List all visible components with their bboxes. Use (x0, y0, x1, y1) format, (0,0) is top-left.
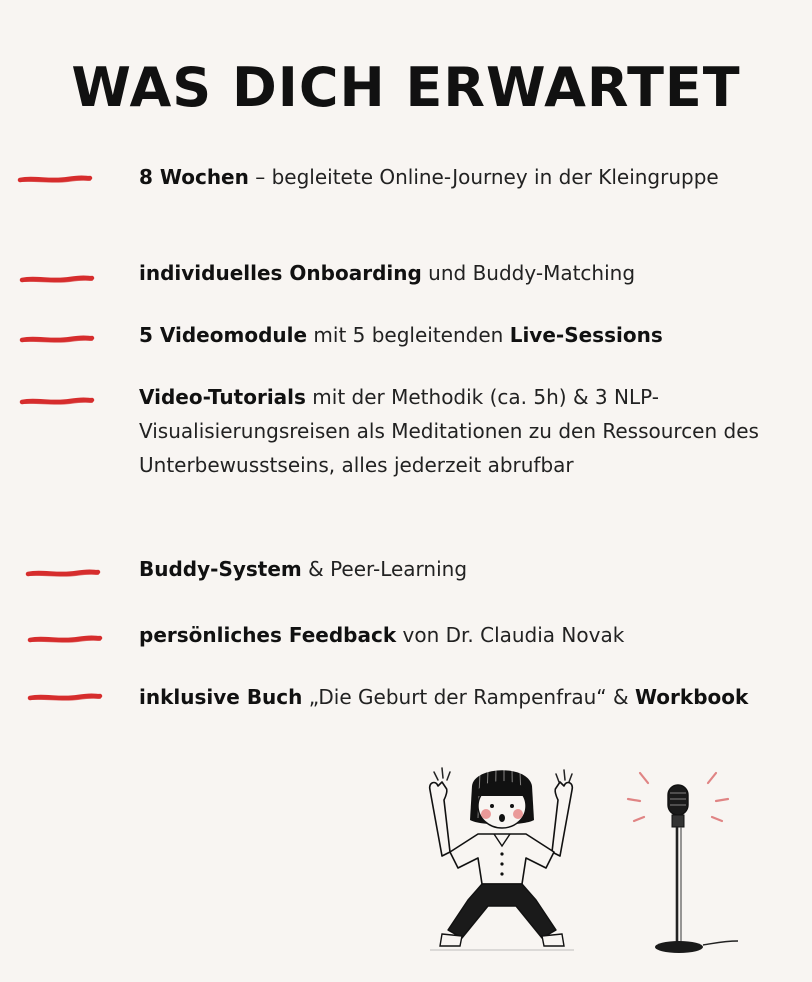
item-text: & Peer-Learning (301, 557, 468, 581)
red-brush-stroke-icon (28, 634, 102, 646)
list-item-text (139, 552, 799, 586)
item-bold: individuelles Onboarding (139, 261, 422, 285)
item-bold: Buddy-System (139, 557, 302, 581)
red-brush-stroke-icon (20, 334, 94, 346)
item-bold: inklusive Buch (139, 685, 303, 709)
item-bold: Video-Tutorials (139, 385, 306, 409)
item-bold: Workbook (634, 685, 749, 709)
red-brush-stroke-icon (26, 568, 100, 580)
list-item-text (139, 618, 799, 652)
item-text: mit der Methodik (ca. 5h) & 3 NLP-Visualisierungsreisen als Meditationen zu den Ressourcen des Unterbewusstseins, alles jederzeit abrufbar (139, 385, 759, 477)
list-item-text (139, 256, 799, 290)
item-bold: 8 Wochen (139, 165, 249, 189)
red-brush-stroke-icon (20, 396, 94, 408)
item-bold: 5 Videomodule (139, 323, 308, 347)
list-item-text (139, 380, 769, 482)
list-item-text (139, 160, 799, 194)
item-bold: Live-Sessions (509, 323, 663, 347)
red-brush-stroke-icon (20, 274, 94, 286)
item-text: – begleitete Online-Journey in der Kleingruppe (248, 165, 719, 189)
item-text: „Die Geburt der Rampenfrau“ & (302, 685, 635, 709)
list-item-text (139, 680, 799, 714)
cheering-woman-illustration (420, 760, 585, 960)
red-brush-stroke-icon (28, 692, 102, 704)
item-text: mit 5 begleitenden (307, 323, 510, 347)
item-text: und Buddy-Matching (421, 261, 636, 285)
item-bold: persönliches Feedback (139, 623, 397, 647)
list-item-text (139, 318, 799, 352)
item-text: von Dr. Claudia Novak (396, 623, 625, 647)
page-title: WAS DICH ERWARTET (71, 56, 741, 119)
red-brush-stroke-icon (18, 174, 92, 186)
microphone-stand-illustration (620, 765, 740, 960)
